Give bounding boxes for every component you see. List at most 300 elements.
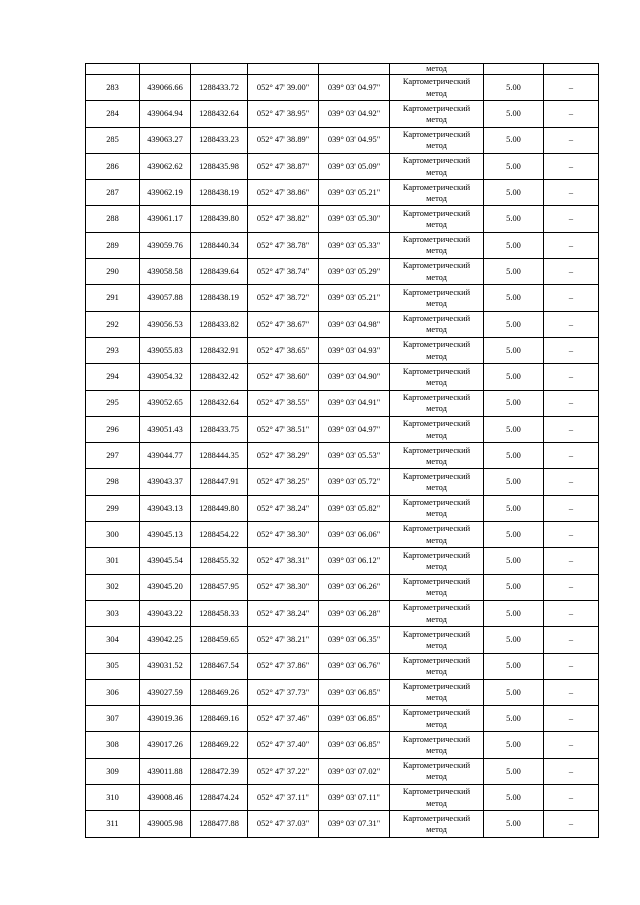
cell-method (390, 127, 484, 153)
cell-latitude: 052° 47' 38.29" (248, 443, 319, 469)
table-row (86, 75, 599, 101)
method-line-2: метод (426, 798, 447, 808)
cell-y-coordinate: 1288458.33 (191, 600, 248, 626)
method-line-2: метод (426, 193, 447, 203)
cell-y-coordinate: 1288457.95 (191, 574, 248, 600)
cell-longitude: 039° 03' 04.91" (319, 390, 390, 416)
cell-latitude: 052° 47' 38.65" (248, 337, 319, 363)
cell-note: – (544, 206, 599, 232)
table-row (86, 522, 599, 548)
cell-accuracy: 5.00 (484, 495, 544, 521)
cell-x-coordinate: 439051.43 (140, 416, 191, 442)
cell-accuracy: 5.00 (484, 548, 544, 574)
cell-point-number: 310 (86, 785, 140, 811)
cell-longitude: 039° 03' 05.21" (319, 285, 390, 311)
cell-method (390, 811, 484, 837)
table-row (86, 127, 599, 153)
method-line-1: Картометрический (402, 77, 471, 87)
cell-latitude: 052° 47' 37.11" (248, 785, 319, 811)
table-row (86, 390, 599, 416)
cell-longitude: 039° 03' 04.90" (319, 364, 390, 390)
table-row (86, 311, 599, 337)
cell-latitude: 052° 47' 37.40" (248, 732, 319, 758)
cell-y-coordinate: 1288438.19 (191, 285, 248, 311)
cell-y-coordinate: 1288433.23 (191, 127, 248, 153)
method-line-1: Картометрический (402, 603, 471, 613)
method-line-2: метод (426, 114, 447, 124)
method-line-1: Картометрический (402, 708, 471, 718)
cell-method (390, 390, 484, 416)
table-row-continued (86, 64, 599, 75)
table-body (86, 64, 599, 838)
cell-note: – (544, 811, 599, 837)
cell-point-number: 296 (86, 416, 140, 442)
cell-empty (544, 64, 599, 75)
table-row (86, 706, 599, 732)
cell-point-number: 307 (86, 706, 140, 732)
cell-note: – (544, 180, 599, 206)
cell-accuracy: 5.00 (484, 811, 544, 837)
cell-latitude: 052° 47' 38.82" (248, 206, 319, 232)
cell-note: – (544, 732, 599, 758)
method-line-2: метод (426, 509, 447, 519)
cell-latitude: 052° 47' 38.21" (248, 627, 319, 653)
method-line-1: Картометрический (402, 524, 471, 534)
cell-point-number: 287 (86, 180, 140, 206)
cell-longitude: 039° 03' 07.11" (319, 785, 390, 811)
method-line-1: Картометрический (402, 366, 471, 376)
method-line-1: Картометрический (402, 655, 471, 665)
cell-longitude: 039° 03' 05.53" (319, 443, 390, 469)
cell-latitude: 052° 47' 38.24" (248, 600, 319, 626)
cell-y-coordinate: 1288432.64 (191, 390, 248, 416)
method-line-2: метод (426, 167, 447, 177)
cell-method (390, 206, 484, 232)
cell-point-number: 286 (86, 153, 140, 179)
cell-x-coordinate: 439019.36 (140, 706, 191, 732)
cell-longitude: 039° 03' 07.31" (319, 811, 390, 837)
method-line-1: Картометрический (402, 761, 471, 771)
cell-accuracy: 5.00 (484, 679, 544, 705)
cell-point-number: 309 (86, 758, 140, 784)
cell-accuracy: 5.00 (484, 732, 544, 758)
cell-latitude: 052° 47' 38.89" (248, 127, 319, 153)
table-row (86, 259, 599, 285)
cell-longitude: 039° 03' 04.98" (319, 311, 390, 337)
cell-point-number: 285 (86, 127, 140, 153)
cell-accuracy: 5.00 (484, 127, 544, 153)
cell-point-number: 294 (86, 364, 140, 390)
cell-longitude: 039° 03' 06.12" (319, 548, 390, 574)
method-line-1: Картометрический (402, 156, 471, 166)
cell-accuracy: 5.00 (484, 390, 544, 416)
cell-note: – (544, 285, 599, 311)
cell-y-coordinate: 1288469.22 (191, 732, 248, 758)
cell-accuracy: 5.00 (484, 232, 544, 258)
table-row (86, 469, 599, 495)
table-row (86, 495, 599, 521)
cell-point-number: 284 (86, 101, 140, 127)
cell-y-coordinate: 1288474.24 (191, 785, 248, 811)
cell-longitude: 039° 03' 05.72" (319, 469, 390, 495)
cell-x-coordinate: 439045.20 (140, 574, 191, 600)
cell-method (390, 364, 484, 390)
cell-latitude: 052° 47' 38.55" (248, 390, 319, 416)
cell-x-coordinate: 439061.17 (140, 206, 191, 232)
method-line-2: метод (426, 614, 447, 624)
method-line-2: метод (426, 772, 447, 782)
method-line-2: метод (426, 272, 447, 282)
cell-y-coordinate: 1288459.65 (191, 627, 248, 653)
cell-empty (248, 64, 319, 75)
table-row (86, 811, 599, 837)
cell-x-coordinate: 439043.13 (140, 495, 191, 521)
cell-empty (319, 64, 390, 75)
cell-accuracy: 5.00 (484, 364, 544, 390)
method-line-1: Картометрический (402, 287, 471, 297)
cell-longitude: 039° 03' 04.97" (319, 416, 390, 442)
cell-method-tail: метод (390, 64, 484, 75)
method-line-1: Картометрический (402, 550, 471, 560)
table-row (86, 153, 599, 179)
cell-y-coordinate: 1288477.88 (191, 811, 248, 837)
cell-point-number: 302 (86, 574, 140, 600)
cell-x-coordinate: 439057.88 (140, 285, 191, 311)
table-row (86, 337, 599, 363)
cell-method (390, 706, 484, 732)
cell-accuracy: 5.00 (484, 758, 544, 784)
table-row (86, 206, 599, 232)
cell-longitude: 039° 03' 05.09" (319, 153, 390, 179)
cell-point-number: 306 (86, 679, 140, 705)
cell-latitude: 052° 47' 38.86" (248, 180, 319, 206)
cell-accuracy: 5.00 (484, 653, 544, 679)
cell-note: – (544, 574, 599, 600)
cell-x-coordinate: 439011.88 (140, 758, 191, 784)
cell-method (390, 653, 484, 679)
cell-accuracy: 5.00 (484, 153, 544, 179)
cell-latitude: 052° 47' 38.60" (248, 364, 319, 390)
cell-note: – (544, 416, 599, 442)
table-row (86, 548, 599, 574)
cell-y-coordinate: 1288449.80 (191, 495, 248, 521)
cell-accuracy: 5.00 (484, 443, 544, 469)
cell-method (390, 259, 484, 285)
cell-method (390, 495, 484, 521)
cell-note: – (544, 259, 599, 285)
cell-point-number: 288 (86, 206, 140, 232)
cell-point-number: 298 (86, 469, 140, 495)
cell-latitude: 052° 47' 38.30" (248, 574, 319, 600)
cell-method (390, 548, 484, 574)
cell-latitude: 052° 47' 37.86" (248, 653, 319, 679)
cell-method (390, 522, 484, 548)
cell-note: – (544, 390, 599, 416)
cell-longitude: 039° 03' 06.85" (319, 679, 390, 705)
cell-note: – (544, 337, 599, 363)
cell-method (390, 627, 484, 653)
method-line-2: метод (426, 456, 447, 466)
cell-accuracy: 5.00 (484, 574, 544, 600)
cell-x-coordinate: 439043.37 (140, 469, 191, 495)
cell-note: – (544, 311, 599, 337)
cell-point-number: 301 (86, 548, 140, 574)
cell-method (390, 153, 484, 179)
method-line-2: метод (426, 719, 447, 729)
cell-method (390, 679, 484, 705)
method-line-2: метод (426, 588, 447, 598)
cell-point-number: 295 (86, 390, 140, 416)
cell-point-number: 303 (86, 600, 140, 626)
cell-method (390, 311, 484, 337)
cell-latitude: 052° 47' 39.00" (248, 75, 319, 101)
cell-note: – (544, 548, 599, 574)
method-line-1: Картометрический (402, 787, 471, 797)
cell-latitude: 052° 47' 38.51" (248, 416, 319, 442)
cell-accuracy: 5.00 (484, 416, 544, 442)
cell-x-coordinate: 439062.62 (140, 153, 191, 179)
cell-longitude: 039° 03' 06.85" (319, 706, 390, 732)
cell-longitude: 039° 03' 06.85" (319, 732, 390, 758)
cell-x-coordinate: 439054.32 (140, 364, 191, 390)
cell-latitude: 052° 47' 38.30" (248, 522, 319, 548)
cell-longitude: 039° 03' 04.95" (319, 127, 390, 153)
cell-note: – (544, 785, 599, 811)
cell-method (390, 75, 484, 101)
method-line-1: Картометрический (402, 813, 471, 823)
cell-method (390, 285, 484, 311)
cell-accuracy: 5.00 (484, 337, 544, 363)
cell-x-coordinate: 439027.59 (140, 679, 191, 705)
cell-point-number: 297 (86, 443, 140, 469)
method-line-2: метод (426, 824, 447, 834)
method-line-2: метод (426, 561, 447, 571)
cell-longitude: 039° 03' 07.02" (319, 758, 390, 784)
cell-longitude: 039° 03' 04.93" (319, 337, 390, 363)
method-line-1: Картометрический (402, 445, 471, 455)
cell-latitude: 052° 47' 38.67" (248, 311, 319, 337)
cell-x-coordinate: 439042.25 (140, 627, 191, 653)
cell-accuracy: 5.00 (484, 311, 544, 337)
cell-point-number: 304 (86, 627, 140, 653)
cell-latitude: 052° 47' 37.46" (248, 706, 319, 732)
method-line-1: Картометрический (402, 314, 471, 324)
cell-x-coordinate: 439058.58 (140, 259, 191, 285)
cell-longitude: 039° 03' 05.29" (319, 259, 390, 285)
table-row (86, 785, 599, 811)
cell-y-coordinate: 1288455.32 (191, 548, 248, 574)
cell-x-coordinate: 439044.77 (140, 443, 191, 469)
cell-note: – (544, 101, 599, 127)
table-row (86, 364, 599, 390)
table-row (86, 679, 599, 705)
cell-method (390, 469, 484, 495)
method-line-2: метод (426, 299, 447, 309)
table-row (86, 285, 599, 311)
cell-point-number: 300 (86, 522, 140, 548)
cell-method (390, 443, 484, 469)
method-line-2: метод (426, 377, 447, 387)
cell-note: – (544, 75, 599, 101)
cell-longitude: 039° 03' 05.33" (319, 232, 390, 258)
method-line-2: метод (426, 693, 447, 703)
cell-note: – (544, 679, 599, 705)
cell-method (390, 180, 484, 206)
method-line-2: метод (426, 351, 447, 361)
cell-note: – (544, 758, 599, 784)
cell-note: – (544, 232, 599, 258)
method-line-1: Картометрический (402, 471, 471, 481)
cell-accuracy: 5.00 (484, 259, 544, 285)
cell-y-coordinate: 1288433.72 (191, 75, 248, 101)
cell-latitude: 052° 47' 38.31" (248, 548, 319, 574)
method-line-2: метод (426, 483, 447, 493)
cell-longitude: 039° 03' 06.35" (319, 627, 390, 653)
cell-accuracy: 5.00 (484, 75, 544, 101)
cell-latitude: 052° 47' 37.22" (248, 758, 319, 784)
table-row (86, 758, 599, 784)
cell-point-number: 283 (86, 75, 140, 101)
cell-method (390, 758, 484, 784)
table-row (86, 180, 599, 206)
cell-latitude: 052° 47' 37.73" (248, 679, 319, 705)
table-row (86, 627, 599, 653)
cell-y-coordinate: 1288467.54 (191, 653, 248, 679)
cell-x-coordinate: 439055.83 (140, 337, 191, 363)
method-line-2: метод (426, 141, 447, 151)
method-line-1: Картометрический (402, 208, 471, 218)
cell-y-coordinate: 1288454.22 (191, 522, 248, 548)
cell-longitude: 039° 03' 05.30" (319, 206, 390, 232)
cell-longitude: 039° 03' 06.76" (319, 653, 390, 679)
cell-point-number: 308 (86, 732, 140, 758)
method-line-2: метод (426, 430, 447, 440)
cell-y-coordinate: 1288433.82 (191, 311, 248, 337)
cell-accuracy: 5.00 (484, 180, 544, 206)
cell-point-number: 299 (86, 495, 140, 521)
cell-point-number: 291 (86, 285, 140, 311)
cell-latitude: 052° 47' 38.25" (248, 469, 319, 495)
cell-y-coordinate: 1288439.80 (191, 206, 248, 232)
cell-longitude: 039° 03' 06.28" (319, 600, 390, 626)
cell-accuracy: 5.00 (484, 206, 544, 232)
cell-y-coordinate: 1288472.39 (191, 758, 248, 784)
cell-note: – (544, 600, 599, 626)
cell-x-coordinate: 439017.26 (140, 732, 191, 758)
cell-note: – (544, 443, 599, 469)
cell-x-coordinate: 439045.13 (140, 522, 191, 548)
method-line-2: метод (426, 88, 447, 98)
cell-latitude: 052° 47' 38.72" (248, 285, 319, 311)
cell-longitude: 039° 03' 05.21" (319, 180, 390, 206)
method-line-2: метод (426, 246, 447, 256)
cell-note: – (544, 653, 599, 679)
cell-y-coordinate: 1288432.64 (191, 101, 248, 127)
method-line-1: Картометрический (402, 682, 471, 692)
method-line-2: метод (426, 404, 447, 414)
cell-method (390, 416, 484, 442)
method-line-2: метод (426, 667, 447, 677)
cell-method (390, 732, 484, 758)
table-row (86, 101, 599, 127)
cell-y-coordinate: 1288469.16 (191, 706, 248, 732)
cell-x-coordinate: 439052.65 (140, 390, 191, 416)
method-line-2: метод (426, 220, 447, 230)
cell-y-coordinate: 1288469.26 (191, 679, 248, 705)
cell-x-coordinate: 439008.46 (140, 785, 191, 811)
cell-accuracy: 5.00 (484, 785, 544, 811)
cell-x-coordinate: 439063.27 (140, 127, 191, 153)
method-line-1: Картометрический (402, 235, 471, 245)
cell-y-coordinate: 1288432.42 (191, 364, 248, 390)
method-line-1: Картометрический (402, 576, 471, 586)
cell-x-coordinate: 439031.52 (140, 653, 191, 679)
cell-latitude: 052° 47' 38.24" (248, 495, 319, 521)
cell-longitude: 039° 03' 05.82" (319, 495, 390, 521)
cell-latitude: 052° 47' 38.87" (248, 153, 319, 179)
table-row (86, 574, 599, 600)
cell-accuracy: 5.00 (484, 522, 544, 548)
cell-accuracy: 5.00 (484, 101, 544, 127)
cell-method (390, 337, 484, 363)
cell-longitude: 039° 03' 06.06" (319, 522, 390, 548)
cell-y-coordinate: 1288439.64 (191, 259, 248, 285)
method-line-2: метод (426, 746, 447, 756)
cell-method (390, 600, 484, 626)
cell-x-coordinate: 439066.66 (140, 75, 191, 101)
cell-latitude: 052° 47' 38.74" (248, 259, 319, 285)
cell-note: – (544, 469, 599, 495)
method-line-1: Картометрический (402, 261, 471, 271)
method-line-1: Картометрический (402, 419, 471, 429)
method-line-1: Картометрический (402, 392, 471, 402)
table-row (86, 732, 599, 758)
cell-accuracy: 5.00 (484, 627, 544, 653)
cell-method (390, 785, 484, 811)
cell-latitude: 052° 47' 38.95" (248, 101, 319, 127)
coordinates-table (85, 63, 599, 838)
cell-y-coordinate: 1288432.91 (191, 337, 248, 363)
cell-x-coordinate: 439045.54 (140, 548, 191, 574)
cell-latitude: 052° 47' 37.03" (248, 811, 319, 837)
cell-longitude: 039° 03' 06.26" (319, 574, 390, 600)
cell-y-coordinate: 1288447.91 (191, 469, 248, 495)
method-line-1: Картометрический (402, 182, 471, 192)
cell-note: – (544, 495, 599, 521)
cell-point-number: 290 (86, 259, 140, 285)
cell-accuracy: 5.00 (484, 285, 544, 311)
cell-y-coordinate: 1288440.34 (191, 232, 248, 258)
cell-empty (484, 64, 544, 75)
cell-empty (86, 64, 140, 75)
method-line-1: Картометрический (402, 129, 471, 139)
cell-y-coordinate: 1288438.19 (191, 180, 248, 206)
method-line-2: метод (426, 325, 447, 335)
cell-accuracy: 5.00 (484, 706, 544, 732)
cell-y-coordinate: 1288433.75 (191, 416, 248, 442)
table-row (86, 653, 599, 679)
cell-point-number: 305 (86, 653, 140, 679)
cell-note: – (544, 153, 599, 179)
table-row (86, 232, 599, 258)
cell-accuracy: 5.00 (484, 469, 544, 495)
cell-longitude: 039° 03' 04.97" (319, 75, 390, 101)
cell-note: – (544, 706, 599, 732)
cell-accuracy: 5.00 (484, 600, 544, 626)
cell-x-coordinate: 439056.53 (140, 311, 191, 337)
method-line-1: Картометрический (402, 103, 471, 113)
table-row (86, 600, 599, 626)
